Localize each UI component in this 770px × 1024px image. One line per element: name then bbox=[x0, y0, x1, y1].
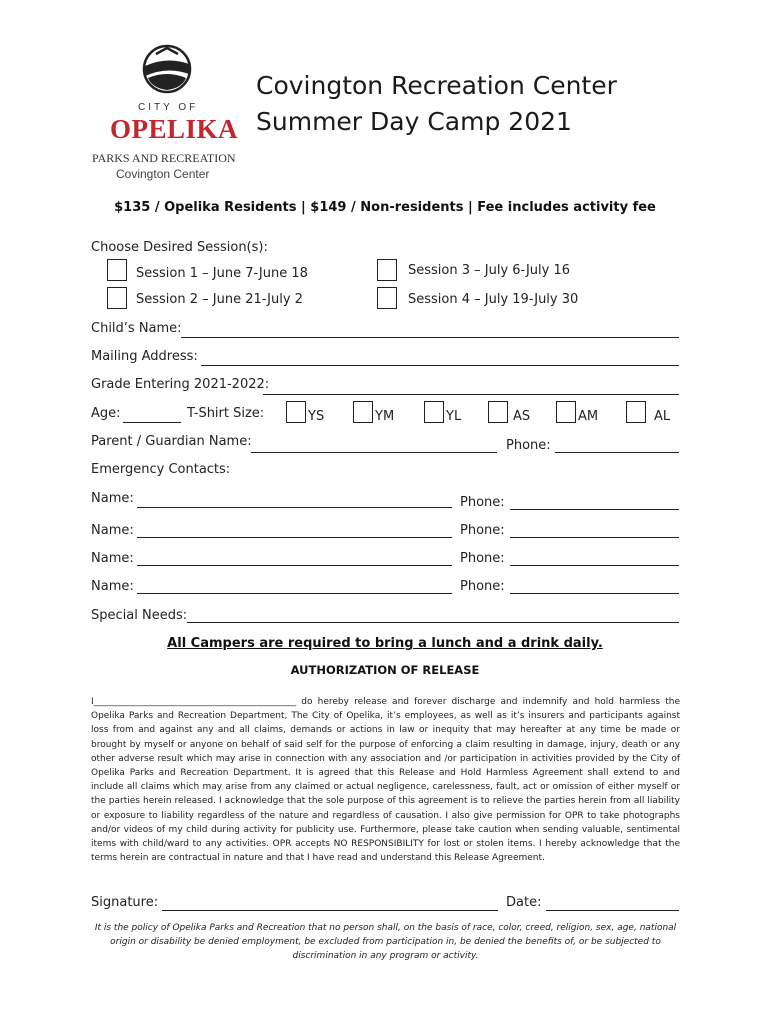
logo bbox=[90, 44, 250, 184]
signature-label: Signature: bbox=[91, 895, 159, 910]
release-heading: AUTHORIZATION OF RELEASE bbox=[290, 663, 480, 677]
nondiscrimination-policy: It is the policy of Opelika Parks and Recreation that no person shall, on the basis of race, color, creed, religion, sex, age, national origin or disability be denied employment, be excluded from participation in, be denied the benefits of, or be subjected to discrimination in any program or activity. bbox=[94, 923, 677, 961]
size-ym-label: YM bbox=[375, 409, 395, 424]
parent-label: Parent / Guardian Name: bbox=[91, 434, 252, 449]
grade-label: Grade Entering 2021-2022: bbox=[91, 377, 270, 392]
size-al-checkbox[interactable] bbox=[626, 401, 646, 423]
session-4-checkbox[interactable] bbox=[377, 287, 397, 309]
session-4-label: Session 4 – July 19-July 30 bbox=[408, 292, 579, 307]
size-as-label: AS bbox=[513, 409, 531, 424]
session-3-label: Session 3 – July 6-July 16 bbox=[408, 263, 571, 278]
session-1-label: Session 1 – June 7-June 18 bbox=[136, 266, 308, 281]
emergency-phone-field-3[interactable] bbox=[510, 565, 679, 566]
child-name-field[interactable] bbox=[181, 337, 679, 338]
special-needs-field[interactable] bbox=[187, 622, 679, 623]
child-name-label: Child’s Name: bbox=[91, 321, 182, 336]
lunch-notice: All Campers are required to bring a lunch and a drink daily. bbox=[167, 636, 603, 651]
emergency-phone-field-1[interactable] bbox=[510, 509, 679, 510]
logo-center: Covington Center bbox=[116, 167, 210, 181]
size-yl-checkbox[interactable] bbox=[424, 401, 444, 423]
page-title bbox=[256, 68, 617, 140]
signature-field[interactable] bbox=[162, 910, 498, 911]
emergency-name-label-4: Name: bbox=[91, 579, 134, 594]
emergency-name-field-3[interactable] bbox=[137, 565, 452, 566]
emergency-name-label-1: Name: bbox=[91, 491, 134, 506]
session-2-label: Session 2 – June 21-July 2 bbox=[136, 292, 303, 307]
mailing-address-field[interactable] bbox=[201, 365, 679, 366]
logo-city-name: OPELIKA bbox=[110, 114, 239, 144]
emergency-phone-field-4[interactable] bbox=[510, 593, 679, 594]
emergency-name-field-2[interactable] bbox=[137, 537, 452, 538]
release-body: I_____________________________________________ do hereby release and forever discharge and indemnify and hold harmless the Opelika Parks and Recreation Department, The City of Opelika, it’s employees, as well as it’s insurers and participants against loss from and against any and all claims, demands or actions in law or inequity that may hereafter at any time be made or brought by myself or anyone on behalf of said self for the purpose of enforcing a claim resulting in damage, injury, death or any other adverse result which may arise in connection with any association and /or participation in activities provided by the City of Opelika Parks and Recreation Department. It is agreed that this Release and Hold Harmless Agreement shall extend to and include all claims which may arise from any claimed or actual negligence, carelessness, fault, act or omission of either myself or the parties herein released. I acknowledge that the sole purpose of this agreement is to relieve the parties herein from all liability or exposure to liability regardless of the nature and regardless of causation. I also give permission for OPR to take photographs and/or videos of my child during activity for publicity use. Furthermore, please take caution when sending valuable, sentimental items with child/ward to any activities. OPR accepts NO RESPONSIBILITY for lost or stolen items. I hereby acknowledge that the terms herein are contractual in nature and that I have read and understand this Release Agreement. bbox=[91, 697, 680, 864]
size-ym-checkbox[interactable] bbox=[353, 401, 373, 423]
date-label: Date: bbox=[506, 895, 542, 910]
age-label: Age: bbox=[91, 406, 121, 421]
session-3-checkbox[interactable] bbox=[377, 259, 397, 281]
special-needs-label: Special Needs: bbox=[91, 608, 188, 623]
size-yl-label: YL bbox=[446, 409, 462, 424]
title-line-1: Covington Recreation Center bbox=[256, 71, 617, 100]
emergency-heading: Emergency Contacts: bbox=[91, 462, 231, 477]
tshirt-label: T-Shirt Size: bbox=[187, 406, 265, 421]
size-ys-label: YS bbox=[308, 409, 325, 424]
parent-name-field[interactable] bbox=[251, 452, 497, 453]
parent-phone-label: Phone: bbox=[506, 438, 551, 453]
logo-mark-icon bbox=[142, 44, 192, 94]
emergency-phone-label-4: Phone: bbox=[460, 579, 505, 594]
mailing-address-label: Mailing Address: bbox=[91, 349, 198, 364]
logo-city-of: CITY OF bbox=[138, 102, 199, 113]
date-field[interactable] bbox=[546, 910, 679, 911]
size-ys-checkbox[interactable] bbox=[286, 401, 306, 423]
size-as-checkbox[interactable] bbox=[488, 401, 508, 423]
age-field[interactable] bbox=[123, 422, 181, 423]
emergency-name-field-4[interactable] bbox=[137, 593, 452, 594]
sessions-heading: Choose Desired Session(s): bbox=[91, 240, 268, 255]
logo-dept: PARKS AND RECREATION bbox=[92, 151, 236, 165]
emergency-phone-label-2: Phone: bbox=[460, 523, 505, 538]
title-line-2: Summer Day Camp 2021 bbox=[256, 107, 572, 136]
session-2-checkbox[interactable] bbox=[107, 287, 127, 309]
session-1-checkbox[interactable] bbox=[107, 259, 127, 281]
parent-phone-field[interactable] bbox=[555, 452, 679, 453]
size-am-checkbox[interactable] bbox=[556, 401, 576, 423]
emergency-phone-label-1: Phone: bbox=[460, 495, 505, 510]
grade-field[interactable] bbox=[263, 394, 679, 395]
size-al-label: AL bbox=[654, 409, 671, 424]
emergency-name-field-1[interactable] bbox=[137, 507, 452, 508]
fee-text: $135 / Opelika Residents | $149 / Non-residents | Fee includes activity fee bbox=[114, 200, 656, 215]
emergency-name-label-3: Name: bbox=[91, 551, 134, 566]
emergency-phone-label-3: Phone: bbox=[460, 551, 505, 566]
emergency-phone-field-2[interactable] bbox=[510, 537, 679, 538]
emergency-name-label-2: Name: bbox=[91, 523, 134, 538]
size-am-label: AM bbox=[578, 409, 599, 424]
